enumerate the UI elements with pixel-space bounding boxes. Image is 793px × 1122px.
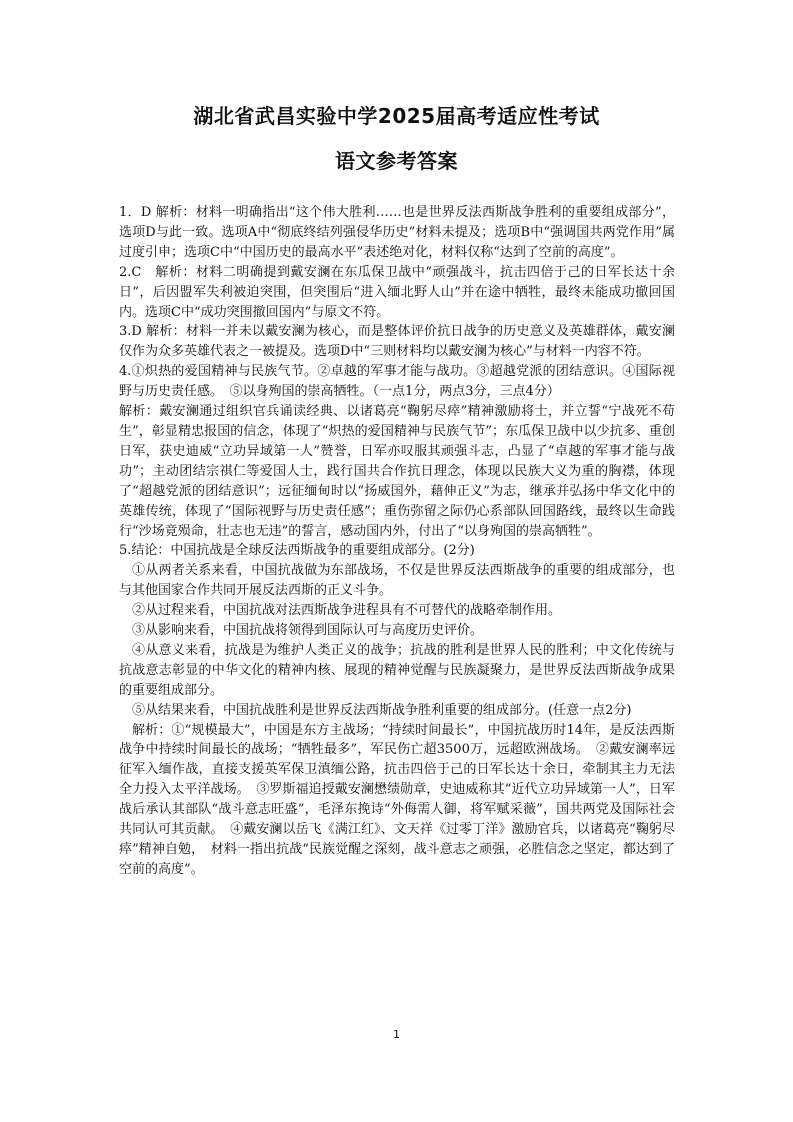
document-title: 湖北省武昌实验中学2025届高考适应性考试 <box>193 104 600 128</box>
page-number: 1 <box>393 1028 400 1041</box>
answer-5-point-3: ③从影响来看，中国抗战将领得到国际认可与高度历史评价。 <box>132 623 484 639</box>
answer-2: 2.C 解析：材料二明确提到戴安澜在东瓜保卫战中“顽强战斗，抗击四倍于己的日军长达十余日”，后因盟军失利被迫突围，但突围后“进入缅北野人山”并在途中牺牲，最终未能成功撤回国内。选项C中“成功突围撤回国内”与原文不符。 <box>119 264 675 320</box>
answer-5-point-2: ②从过程来看，中国抗战对法西斯战争进程具有不可替代的战略牵制作用。 <box>132 603 562 619</box>
answer-4-analysis: 解析：戴安澜通过组织官兵诵读经典、以诸葛亮“鞠躬尽瘁”精神激励将士，并立誓“宁战死不苟生”，彰显精忠报国的信念，体现了“炽热的爱国精神与民族气节”；东瓜保卫战中以少抗多、重创日军，获史迪威“立功异域第一人”赞誉，日军亦叹服其顽强斗志，凸显了“卓越的军事才能与战功”；主动团结宗祺仁等爱国人士，践行国共合作抗日理念，体现以民族大义为重的胸襟，体现了“超越党派的团结意识”；远征缅甸时以“扬威国外，藉伸正义”为志，继承并弘扬中华文化中的英雄传统，体现了“国际视野与历史责任感”；重伤弥留之际仍心系部队回国路线，最终以生命践行“沙场竟殒命，壮志也无违”的誓言，感动国内外，付出了“以身殉国的崇高牺牲”。 <box>119 404 675 539</box>
answer-5-point-4: ④从意义来看，抗战是为维护人类正义的战争；抗战的胜利是世界人民的胜利；中文化传统与抗战意志彰显的中华文化的精神内核、展现的精神觉醒与民族凝聚力，是世界反法西斯战争成果的重要组成部分。 <box>119 642 675 698</box>
answer-3: 3.D 解析：材料一并未以戴安澜为核心，而是整体评价抗日战争的历史意义及英雄群体，戴安澜仅作为众多英雄代表之一被提及。选项D中“三则材料均以戴安澜为核心”与材料一内容不符。 <box>119 324 675 360</box>
answer-1: 1．D 解析：材料一明确指出“这个伟大胜利……也是世界反法西斯战争胜利的重要组成部分”，选项D与此一致。选项A中“彻底终结列强侵华历史”材料未提及；选项B中“强调国共两党作用”属过度引申；选项C中“中国历史的最高水平”表述绝对化，材料仅称“达到了空前的高度”。 <box>119 205 675 260</box>
answer-5-point-5: ⑤从结果来看，中国抗战胜利是世界反法西斯战争胜利重要的组成部分。(任意一点2分) <box>132 702 632 718</box>
document-subtitle: 语文参考答案 <box>335 149 458 173</box>
answer-content <box>119 203 675 880</box>
answer-5-analysis: 解析：①“规模最大”，中国是东方主战场；“持续时间最长”，中国抗战历时14年，是反法西斯战争中持续时间最长的战场；“牺牲最多”，军民伤亡超3500万，远超欧洲战场。 ②戴安澜率远征军入缅作战，直接支援英军保卫滇缅公路，抗击四倍于己的日军长达十余日，牵制其主力无法全力投入太平洋战场。 ③罗斯福追授戴安澜懋绩勋章，史迪威称其“近代立功异域第一人”，日军战后承认其部队“战斗意志旺盛”，毛泽东挽诗“外侮需人御，将军赋采薇”，国共两党及国际社会共同认可其贡献。 ④戴安澜以岳飞《满江红》、文天祥《过零丁洋》激励官兵，以诸葛亮“鞠躬尽瘁”精神自勉， 材料一指出抗战“民族觉醒之深刻，战斗意志之顽强，必胜信念之坚定，都达到了空前的高度”。 <box>119 722 675 877</box>
answer-5-conclusion: 5.结论：中国抗战是全球反法西斯战争的重要组成部分。(2分) <box>119 543 475 559</box>
answer-5-point-1: ①从两者关系来看，中国抗战做为东部战场，不仅是世界反法西斯战争的重要的组成部分，也与其他国家合作共同开展反法西斯的正义斗争。 <box>119 563 675 599</box>
answer-4: 4.①炽热的爱国精神与民族气节。②卓越的军事才能与战功。③超越党派的团结意识。④国际视野与历史责任感。 ⑤以身殉国的崇高牺牲。（一点1分，两点3分，三点4分） <box>119 364 675 400</box>
